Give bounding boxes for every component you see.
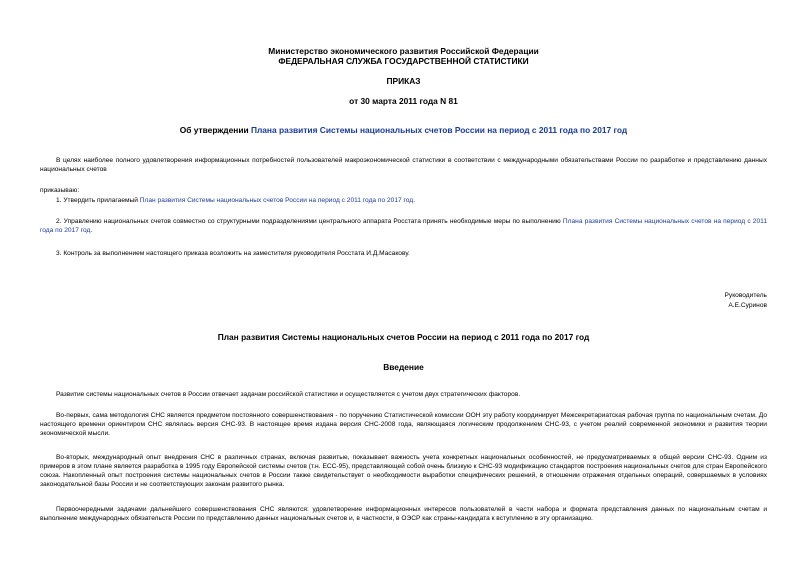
order-item-2 bbox=[40, 218, 767, 236]
item2-text: 2. Управлению национальных счетов совместно со структурными подразделениями центрального аппарата Росстата принять необходимые меры по выполнению bbox=[56, 218, 563, 225]
plan-paragraph-1: Развитие системы национальных счетов в России отвечает задачам российской статистики и осуществляется с учетом двух стратегических факторов. bbox=[56, 391, 521, 398]
subject-plan-link[interactable]: Плана развития Системы национальных счетов России на период с 2011 года по 2017 год bbox=[250, 125, 628, 135]
order-item-1 bbox=[40, 197, 767, 206]
item1-text: 1. Утвердить прилагаемый bbox=[56, 197, 140, 204]
doc-subject bbox=[0, 125, 807, 136]
section-heading-introduction: Введение bbox=[383, 362, 424, 372]
doc-date: от 30 марта 2011 года N 81 bbox=[349, 96, 458, 106]
service-heading: ФЕДЕРАЛЬНАЯ СЛУЖБА ГОСУДАРСТВЕННОЙ СТАТИСТИКИ bbox=[278, 56, 529, 66]
item1-suffix: . bbox=[413, 197, 415, 204]
signature-position: Руководитель bbox=[724, 292, 767, 299]
plan-title: План развития Системы национальных счетов России на период с 2011 года по 2017 год bbox=[217, 332, 590, 342]
order-preamble: В целях наиболее полного удовлетворения информационных потребностей пользователей макроэкономической статистики в соответствии с международными обязательствами России по разработке и представлению данных национальных счетов bbox=[40, 157, 767, 173]
order-command: приказываю: bbox=[40, 187, 80, 194]
plan-paragraph-3: Во-вторых, международный опыт внедрения СНС в различных странах, включая развитые, показывает важность учета конкретных национальных особенностей, не предусматриваемых в общей версии СНС-93. Одним из примеров в этом плане является разработка в 1995 году Европейской системы счетов (т.н. ЕСС-95), представляющей собой очень близкую к СНС-93 модификацию стандартов построения национальных счетов для стран Европейского союза. Накопленный опыт построения системы национальных счетов в России также свидетельствует о необходимости выработки специфических решений, в отношении отражения отдельных операций, совершаемых в условиях законодательной базы России и не соответствующих законам развитого рынка. bbox=[40, 454, 767, 488]
item2-plan-link[interactable]: Плана развития Системы национальных счетов на период с 2011 года по 2017 год bbox=[40, 218, 767, 234]
plan-paragraph-4: Первоочередными задачами дальнейшего совершенствования СНС являются: удовлетворение информационных интересов пользователей в части набора и формата представления данных по национальным счетам и выполнение международных обязательств России по представлению данных национальных счетов и, в частности, в ОЭСР как страны-кандидата к вступлению в эту организацию. bbox=[40, 506, 767, 522]
item2-suffix: . bbox=[90, 226, 93, 234]
subject-prefix: Об утверждении bbox=[179, 125, 251, 135]
order-item-3: 3. Контроль за выполнением настоящего приказа возложить на заместителя руководителя Росстата И.Д.Масакову. bbox=[56, 250, 410, 257]
ministry-heading: Министерство экономического развития Российской Федерации bbox=[268, 46, 539, 56]
doc-type-heading: ПРИКАЗ bbox=[386, 76, 421, 86]
item1-plan-link[interactable]: План развития Системы национальных счетов России на период с 2011 года по 2017 год bbox=[139, 197, 414, 204]
plan-paragraph-2: Во-первых, сама методология СНС является предметом постоянного совершенствования - по поручению Статистической комиссии ООН эту работу координирует Межсекретариатская рабочая группа по национальным счетам. До настоящего времени ориентиром СНС являлась версия СНС-93. В настоящее время издана версия СНС-2008 года, являющаяся логическим продолжением СНС-93, с учетом реалий современной экономики и развития теории экономической мысли. bbox=[40, 412, 767, 437]
signature-name: А.Е.Суринов bbox=[728, 302, 767, 309]
